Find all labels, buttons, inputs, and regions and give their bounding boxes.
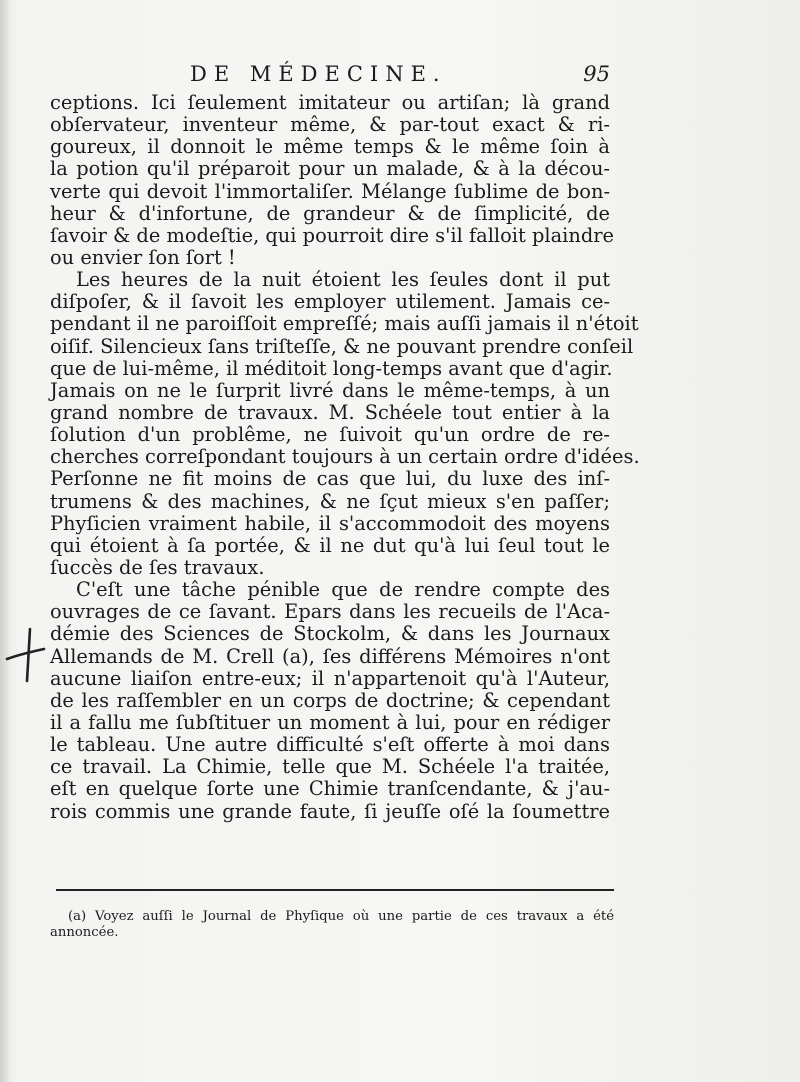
- text-line: eſt en quelque ſorte une Chimie tranſcendante, & j'au-: [50, 777, 610, 801]
- text-line: Jamais on ne le ſurprit livré dans le même-temps, à un: [50, 378, 610, 402]
- footnote-rule: [56, 889, 614, 891]
- text-line: obſervateur, inventeur même, & par-tout exact & ri-: [50, 113, 610, 137]
- text-line: le tableau. Une autre difficulté s'eſt offerte à moi dans: [50, 733, 610, 757]
- text-line: ouvrages de ce ſavant. Epars dans les recueils de l'Aca-: [50, 600, 610, 624]
- text-line: ceptions. Ici ſeulement imitateur ou artiſan; là grand: [50, 91, 610, 114]
- running-head-title: DE MÉDECINE.: [190, 62, 447, 86]
- text-line: verte qui devoit l'immortaliſer. Mélange ſublime de bon-: [50, 179, 610, 203]
- text-line: la potion qu'il préparoit pour un malade, & à la décou-: [50, 157, 610, 181]
- text-line: ſuccès de ſes travaux.: [50, 555, 265, 579]
- text-line: ſolution d'un problême, ne ſuivoit qu'un ordre de re-: [50, 423, 610, 447]
- text-line: ce travail. La Chimie, telle que M. Schéele l'a traitée,: [50, 755, 610, 779]
- footnote: [50, 909, 614, 941]
- paragraph-start-line: C'eſt une tâche pénible que de rendre compte des: [76, 578, 610, 602]
- text-line: Perſonne ne fit moins de cas que lui, du luxe des inſ-: [50, 467, 610, 491]
- text-line: qui étoient à ſa portée, & il ne dut qu'à lui ſeul tout le: [50, 533, 610, 557]
- text-line: de les raſſembler en un corps de doctrine; & cependant: [50, 688, 610, 712]
- text-line: Allemands de M. Crell (a), ſes différens Mémoires n'ont: [50, 644, 610, 668]
- running-head: [190, 62, 610, 92]
- text-line: pendant il ne paroiſſoit empreſſé; mais auſſi jamais il n'étoit: [50, 312, 639, 336]
- text-line: que de lui-même, il méditoit long-temps avant que d'agir.: [50, 356, 613, 380]
- gutter-shadow: [0, 0, 10, 1082]
- footnote-line: (a) Voyez auſſi le Journal de Phyſique où une partie de ces travaux a été: [68, 909, 614, 924]
- text-line: aucune liaiſon entre-eux; il n'appartenoit qu'à l'Auteur,: [50, 666, 610, 690]
- page-number: 95: [583, 62, 610, 86]
- text-line: goureux, il donnoit le même temps & le même ſoin à: [50, 135, 610, 159]
- text-line: diſpoſer, & il ſavoit les employer utilement. Jamais ce-: [50, 290, 610, 314]
- text-line: trumens & des machines, & ne ſçut mieux s'en paſſer;: [50, 489, 610, 513]
- text-line: grand nombre de travaux. M. Schéele tout entier à la: [50, 400, 610, 424]
- text-line: ou envier ſon ſort !: [50, 245, 236, 269]
- text-line: heur & d'infortune, de grandeur & de ſimplicité, de: [50, 201, 610, 225]
- text-line: démie des Sciences de Stockolm, & dans les Journaux: [50, 622, 610, 646]
- text-line: oiſif. Silencieux ſans triſteſſe, & ne pouvant prendre conſeil: [50, 334, 634, 358]
- text-line: ſavoir & de modeſtie, qui pourroit dire s'il falloit plaindre: [50, 223, 614, 247]
- text-line: il a fallu me ſubſtituer un moment à lui, pour en rédiger: [50, 710, 610, 734]
- body-text: [50, 91, 640, 823]
- text-line: rois commis une grande faute, ſi jeuſſe oſé la ſoumettre: [50, 799, 610, 823]
- handwritten-cross-mark: [4, 625, 48, 685]
- paragraph-start-line: Les heures de la nuit étoient les ſeules dont il put: [76, 268, 610, 292]
- footnote-line: annoncée.: [50, 925, 119, 940]
- text-line: cherches correſpondant toujours à un certain ordre d'idées.: [50, 445, 640, 469]
- text-line: Phyſicien vraiment habile, il s'accommodoit des moyens: [50, 511, 610, 535]
